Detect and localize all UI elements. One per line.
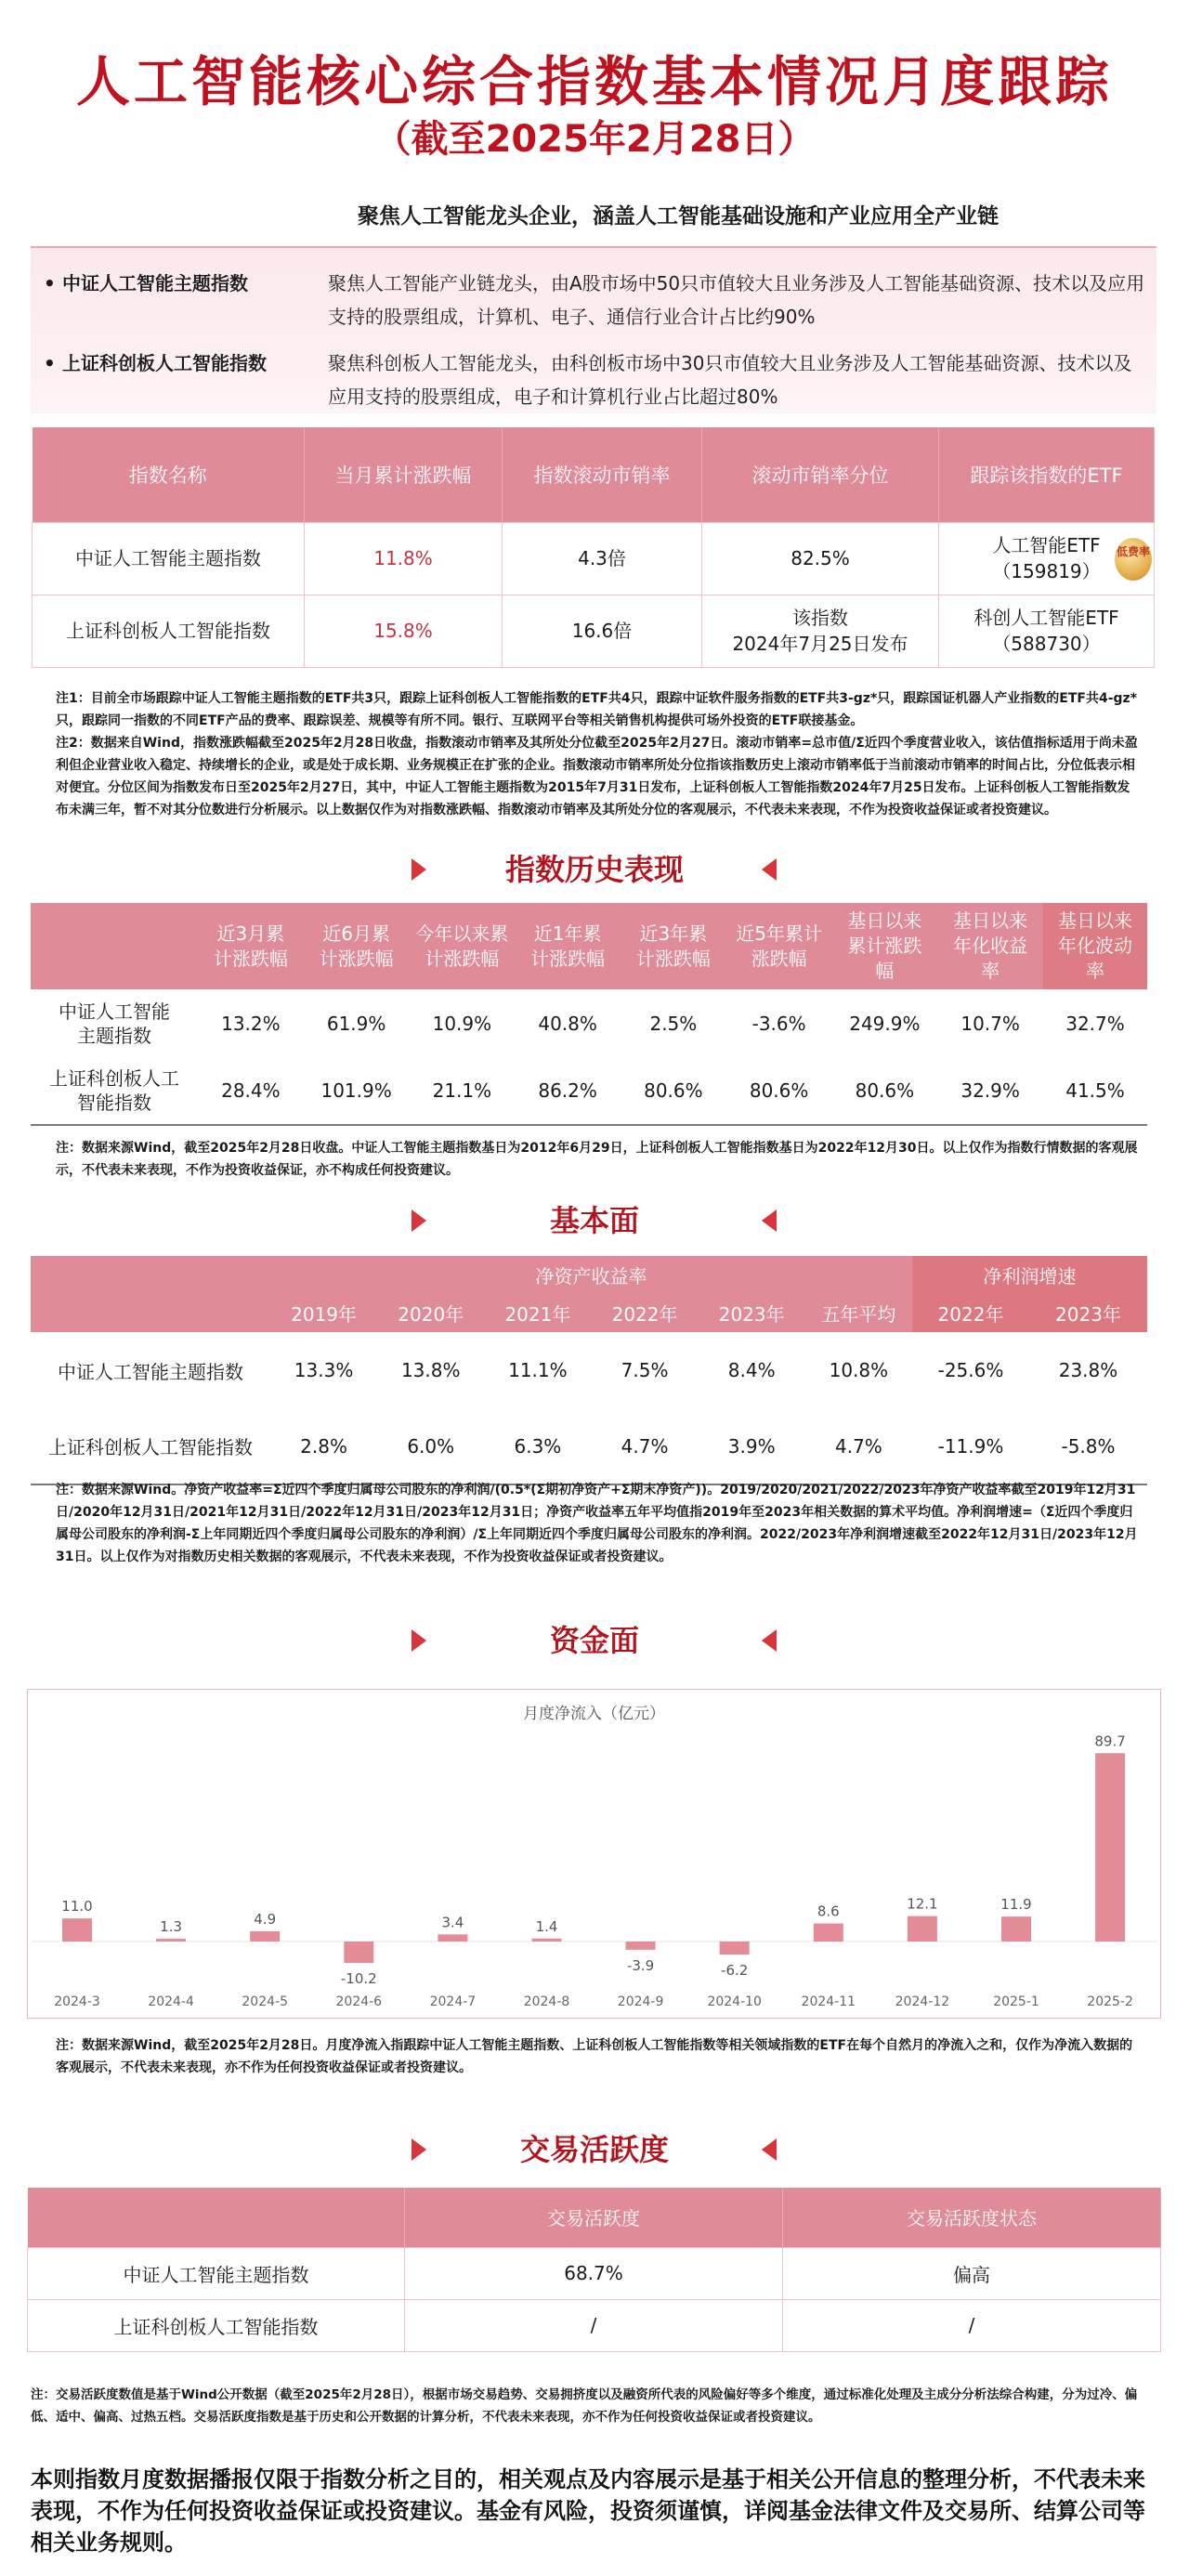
value-cell: 13.8% [400,1359,461,1381]
value-cell: 7.5% [621,1359,669,1381]
section-header-history [0,849,1189,890]
x-tick-label: 2024-11 [801,1994,856,2009]
value-cell: 21.1% [410,1057,516,1125]
data-label: 12.1 [907,1895,938,1913]
name-line: 主题指数 [77,1024,151,1047]
value-cell: 23.8% [1058,1359,1118,1381]
header-line: 率 [1086,960,1104,982]
index-name: 中证人工智能主题指数 [58,1360,243,1383]
etf-code: （588730） [992,633,1101,655]
table-row [33,522,1155,595]
column-header: 指数滚动市销率 [503,427,702,522]
activity-value: / [405,2299,783,2351]
ps-percentile [702,595,939,667]
name-line: 中证人工智能 [59,1000,170,1023]
bullet-icon: • [44,272,56,294]
value-cell: 2.8% [270,1408,377,1484]
value-cell: 2.5% [649,1012,698,1035]
tagline: 聚焦人工智能龙头企业，涵盖人工智能基础设施和产业应用全产业链 [358,204,999,229]
index-name: 上证科创板人工智能指数 [31,1408,270,1484]
value-cell: -5.8% [1029,1408,1147,1484]
header-line: 计涨跌幅 [213,947,288,970]
value-cell: 249.9% [849,1012,921,1035]
index-name: 中证人工智能主题指数 [33,522,305,595]
table-row [28,2247,1161,2299]
value-cell: -11.9% [912,1408,1029,1484]
data-label: 4.9 [254,1910,277,1928]
x-tick-label: 2024-3 [54,1994,100,2009]
group-header-profit-growth: 净利润增速 [912,1256,1147,1294]
value-cell: 8.4% [727,1359,776,1381]
x-tick-label: 2024-4 [148,1994,194,2009]
ps-ratio: 16.6倍 [503,595,702,667]
header-line: 年化收益 [953,935,1028,957]
value-cell: 32.7% [1065,1012,1125,1035]
value-cell: 61.9% [326,1012,386,1035]
note-2: 注2：数据来自Wind，指数涨跌幅截至2025年2月28日收盘，指数滚动市销率及其所处分位截至2025年2月27日。滚动市销率=总市值/Σ近四个季度营业收入，该估值指标适用于尚未盈利但企业营业收入稳定、持续增长的企业，或是处于成长期、业务规模正在扩张的企业。指数滚动市销率所处分位指该指数历史上滚动市销率低于当前滚动市销率的时间占比，分位低表示相对便宜。分位区间为指数发布日至2025年2月27日，其中，中证人工智能主题指数为2015年7月31日发布，上证科创板人工智能指数2024年7月25日发布。上证科创板人工智能指数发布未满三年，暂不对其分位数进行分析展示。以上数据仅作为对指数涨跌幅、指数滚动市销率及其所处分位的客观展示，不代表未来表现，不作为投资收益保证或者投资建议。 [56,736,1138,817]
page-subtitle-date: （截至2025年2月28日） [373,118,816,161]
intro-index-desc: 聚焦人工智能产业链龙头，由A股市场中50只市值较大且业务涉及人工智能基础资源、技术以及应用支持的股票组成，计算机、电子、通信行业合计占比约90% [328,272,1145,328]
value-cell: 40.8% [538,1012,597,1035]
x-tick-label: 2024-9 [617,1994,664,2009]
header-line: 累计涨跌 [847,935,922,957]
header-line: 基日以来 [953,909,1028,932]
monthly-change: 11.8% [305,522,503,595]
table-row [31,1408,1147,1484]
arrow-left-icon [762,2138,777,2161]
table-row [31,1332,1147,1408]
header-line: 基日以来 [1058,909,1132,932]
fundamentals-table [31,1256,1147,1485]
index-name: 上证科创板人工智能指数 [28,2299,405,2351]
value-cell: 10.8% [829,1359,889,1381]
section-header-fundamentals [0,1200,1189,1241]
data-label: 3.4 [441,1914,464,1931]
value-cell: 13.2% [221,1012,281,1035]
x-tick-label: 2025-2 [1087,1994,1133,2009]
intro-index-name: 中证人工智能主题指数 [62,272,248,294]
header-line: 近5年累计 [736,922,822,945]
ps-percentile-line: 该指数 [792,607,848,629]
bullet-icon: • [44,352,56,374]
column-header: 2020年 [377,1294,484,1332]
index-name: 上证科创板人工智能指数 [33,595,305,667]
arrow-left-icon [762,1210,777,1232]
column-header: 交易活跃度状态 [783,2188,1161,2247]
data-label: -3.9 [626,1956,655,1974]
header-line: 计涨跌幅 [425,947,500,970]
column-header [937,903,1043,989]
table-header-row [28,2188,1161,2247]
column-header: 交易活跃度 [405,2188,783,2247]
name-line: 上证科创板人工 [49,1067,179,1090]
column-header: 滚动市销率分位 [702,427,939,522]
value-cell: 6.0% [377,1408,484,1484]
disclaimer: 本则指数月度数据播报仅限于指数分析之目的，相关观点及内容展示是基于相关公开信息的整理分析，不代表未来表现，不作为任何投资收益保证或投资建议。基金有风险，投资须谨慎，详阅基金法律文件及交易所、结算公司等相关业务规则。 [31,2466,1145,2556]
column-header: 2019年 [270,1294,377,1332]
data-label: 11.9 [1000,1896,1032,1914]
column-header [726,903,832,989]
value-cell: 32.9% [937,1057,1043,1125]
x-tick-label: 2024-5 [242,1994,288,2009]
data-label: 1.3 [160,1918,183,1936]
section-title: 资金面 [549,1623,639,1658]
value-cell: -3.6% [751,1012,806,1035]
data-label: 8.6 [817,1903,840,1920]
header-line: 率 [981,960,1000,982]
etf-name: 科创人工智能ETF [973,607,1119,629]
table-header-row [31,903,1147,989]
chart-title: 月度净流入（亿元） [523,1705,665,1723]
x-tick-label: 2024-8 [523,1994,570,2009]
header-line: 今年以来累 [415,922,509,945]
column-header: 2023年 [1029,1294,1147,1332]
data-label: 89.7 [1094,1733,1126,1750]
column-header [621,903,726,989]
arrow-right-icon [412,2138,426,2161]
notes-overview [56,687,1143,821]
header-line: 近3月累 [216,922,285,945]
index-name [31,989,198,1057]
arrow-right-icon [412,858,426,881]
note-1: 注1：目前全市场跟踪中证人工智能主题指数的ETF共3只，跟踪上证科创板人工智能指数的ETF共4只，跟踪中证软件服务指数的ETF共3-gz*只，跟踪国证机器人产业指数的ETF共4-gz*只，跟踪同一指数的不同ETF产品的费率、跟踪误差、规模等有所不同。银行、互联网平台等相关销售机构提供可场外投资的ETF联接基金。 [56,691,1138,728]
value-cell: 11.1% [508,1359,568,1381]
index-intro-box [31,246,1156,413]
column-header: 五年平均 [805,1294,912,1332]
activity-table [27,2188,1161,2352]
section-title: 基本面 [549,1203,639,1238]
column-header [198,903,304,989]
section-header-funds [0,1620,1189,1661]
table-row [31,989,1147,1057]
index-name: 中证人工智能主题指数 [28,2247,405,2299]
arrow-left-icon [762,858,777,881]
column-header: 指数名称 [33,427,305,522]
column-header [410,903,516,989]
column-header: 2022年 [591,1294,698,1332]
x-tick-label: 2024-7 [429,1994,477,2009]
etf-name: 人工智能ETF [992,534,1101,556]
table-header-row [33,427,1155,522]
header-line: 计涨跌幅 [635,947,711,970]
column-header [515,903,621,989]
name-line: 智能指数 [77,1092,151,1114]
column-header: 2021年 [484,1294,591,1332]
group-header-roe: 净资产收益率 [270,1256,912,1294]
column-header [1043,903,1147,989]
index-name [31,1057,198,1125]
arrow-right-icon [412,1210,426,1232]
header-line: 近3年累 [639,922,708,945]
table-row [33,595,1155,667]
section-title: 指数历史表现 [504,852,684,887]
column-header-blank [28,2188,405,2247]
table-header-row [31,1294,1147,1332]
value-cell: 86.2% [515,1057,621,1125]
notes-activity: 注：交易活跃度数值是基于Wind公开数据（截至2025年2月28日），根据市场交易趋势、交易拥挤度以及融资所代表的风险偏好等多个维度，通过标准化处理及主成分分析法综合构建，分为过冷、偏低、适中、偏高、过热五档。交易活跃度指数是基于历史和公开数据的计算分析，不代表未来表现，亦不作为任何投资收益保证或者投资建议。 [31,2387,1138,2425]
ps-ratio: 4.3倍 [503,522,702,595]
column-header-blank [31,1294,270,1332]
header-line: 计涨跌幅 [319,947,394,970]
notes-history: 注：数据来源Wind，截至2025年2月28日收盘。中证人工智能主题指数基日为2012年6月29日，上证科创板人工智能指数基日为2022年12月30日。以上仅作为指数行情数据的客观展示，不代表未来表现，不作为投资收益保证，亦不构成任何投资建议。 [56,1141,1138,1178]
etf-cell [939,595,1155,667]
column-header [304,903,410,989]
column-header: 当月累计涨跌幅 [305,427,503,522]
header-line: 幅 [875,960,895,982]
ps-percentile-line: 2024年7月25日发布 [732,633,908,655]
notes-funds: 注：数据来源Wind，截至2025年2月28日。月度净流入指跟踪中证人工智能主题指数、上证科创板人工智能指数等相关领域指数的ETF在每个自然月的净流入之和，仅作为净流入数据的客观展示，不代表未来表现，亦不作为任何投资收益保证或者投资建议。 [56,2038,1133,2075]
column-header [832,903,938,989]
x-tick-label: 2024-6 [335,1994,383,2009]
x-tick-label: 2025-1 [993,1994,1039,2009]
header-line: 基日以来 [847,909,922,932]
value-cell: 13.3% [294,1359,354,1381]
arrow-left-icon [762,1629,777,1652]
history-table [31,903,1147,1126]
page-title: 人工智能核心综合指数基本情况月度跟踪 [75,50,1113,113]
overview-table [32,427,1155,668]
table-row [28,2299,1161,2351]
intro-index-name: 上证科创板人工智能指数 [62,352,267,374]
value-cell: 6.3% [484,1408,591,1484]
etf-code: （159819） [992,560,1101,582]
ps-percentile: 82.5% [702,522,939,595]
value-cell: 101.9% [304,1057,410,1125]
header-line: 计涨跌幅 [530,947,606,970]
column-header: 2022年 [912,1294,1029,1332]
value-cell: 10.7% [960,1012,1020,1035]
activity-status: 偏高 [783,2247,1161,2299]
chart-frame [27,1689,1161,2019]
value-cell: 80.6% [621,1057,726,1125]
x-tick-label: 2024-12 [895,1994,950,2009]
intro-index-desc: 聚焦科创板人工智能龙头，由科创板市场中30只市值较大且业务涉及人工智能基础资源、技术以及应用支持的股票组成，电子和计算机行业占比超过80% [328,352,1132,408]
value-cell: 10.9% [432,1012,492,1035]
value-cell: 4.7% [805,1408,912,1484]
header-line: 近6月累 [322,922,390,945]
table-row [31,1057,1147,1125]
header-line: 近1年累 [533,922,602,945]
table-group-header-row [31,1256,1147,1294]
column-header-blank [31,1256,270,1294]
data-label: -10.2 [340,1970,377,1988]
low-fee-badge-icon: 低费率 [1115,538,1152,581]
value-cell: 80.6% [726,1057,832,1125]
value-cell: 3.9% [699,1408,805,1484]
header-line: 涨跌幅 [751,947,807,970]
header-line: 年化波动 [1058,935,1132,957]
data-label: 11.0 [61,1898,93,1916]
monthly-change: 15.8% [305,595,503,667]
section-header-activity [0,2129,1189,2170]
notes-fundamentals: 注：数据来源Wind。净资产收益率=Σ近四个季度归属母公司股东的净利润/(0.5*(Σ期初净资产+Σ期末净资产))。2019/2020/2021/2022/2023年净资产收益率截至2019年12月31日/2020年12月31日/2021年12月31日/2022年12月31日/2023年12月31日；净资产收益率五年平均值指2019年至2023年相关数据的算术平均值。净利润增速=（Σ近四个季度归属母公司股东的净利润-Σ上年同期近四个季度归属母公司股东的净利润）/Σ上年同期近四个季度归属母公司股东的净利润。2022/2023年净利润增速截至2022年12月31日/2023年12月31日。以上仅作为对指数历史相关数据的客观展示，不代表未来表现，不作为投资收益保证或者投资建议。 [56,1483,1138,1564]
activity-status: / [783,2299,1161,2351]
value-cell: 41.5% [1043,1057,1147,1125]
section-title: 交易活跃度 [519,2132,669,2167]
arrow-right-icon [412,1629,426,1652]
column-header: 跟踪该指数的ETF [939,427,1155,522]
value-cell: 4.7% [591,1408,698,1484]
value-cell: -25.6% [937,1359,1004,1381]
data-label: -6.2 [721,1962,749,1980]
value-cell: 28.4% [198,1057,304,1125]
column-header-blank [31,903,198,989]
value-cell: 80.6% [832,1057,938,1125]
etf-cell [939,522,1155,595]
data-label: 1.4 [535,1917,558,1935]
activity-value: 68.7% [405,2247,783,2299]
x-tick-label: 2024-10 [707,1994,762,2009]
column-header: 2023年 [699,1294,805,1332]
